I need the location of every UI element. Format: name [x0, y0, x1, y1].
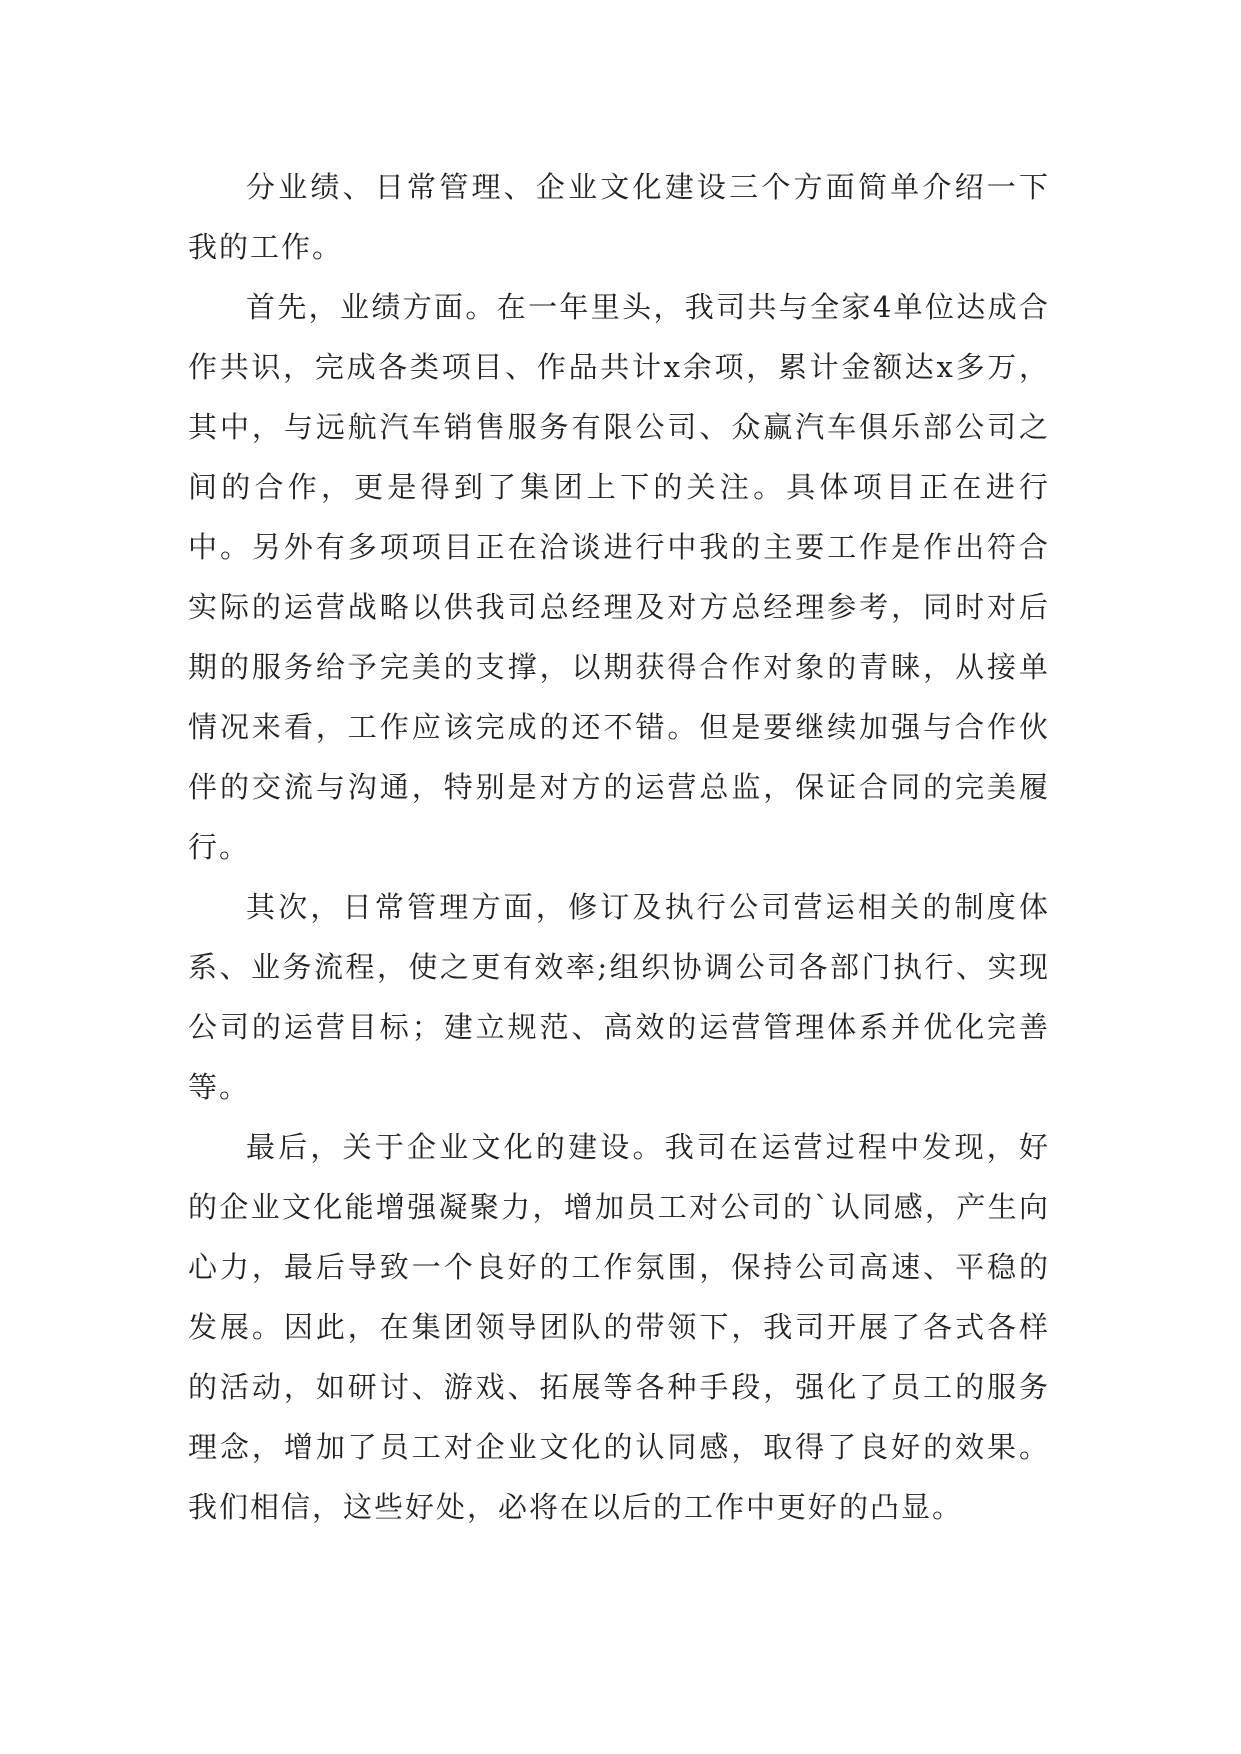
paragraph-corporate-culture: 最后，关于企业文化的建设。我司在运营过程中发现，好的企业文化能增强凝聚力，增加员工对公司的`认同感，产生向心力，最后导致一个良好的工作氛围，保持公司高速、平稳的发展。因此，在集团领导团队的带领下，我司开展了各式各样的活动，如研讨、游戏、拓展等各种手段，强化了员工的服务理念，增加了员工对企业文化的认同感，取得了良好的效果。我们相信，这些好处，必将在以后的工作中更好的凸显。 [188, 1130, 1050, 1524]
document-body [188, 157, 1050, 1537]
paragraph-intro: 分业绩、日常管理、企业文化建设三个方面简单介绍一下我的工作。 [188, 170, 1050, 264]
paragraph-performance: 首先，业绩方面。在一年里头，我司共与全家4单位达成合作共识，完成各类项目、作品共计x余项，累计金额达x多万，其中，与远航汽车销售服务有限公司、众赢汽车俱乐部公司之间的合作，更是得到了集团上下的关注。具体项目正在进行中。另外有多项项目正在洽谈进行中我的主要工作是作出符合实际的运营战略以供我司总经理及对方总经理参考，同时对后期的服务给予完美的支撑，以期获得合作对象的青睐，从接单情况来看，工作应该完成的还不错。但是要继续加强与合作伙伴的交流与沟通，特别是对方的运营总监，保证合同的完美履行。 [188, 290, 1050, 864]
paragraph-daily-management: 其次，日常管理方面，修订及执行公司营运相关的制度体系、业务流程，使之更有效率;组织协调公司各部门执行、实现公司的运营目标；建立规范、高效的运营管理体系并优化完善等。 [188, 890, 1050, 1104]
